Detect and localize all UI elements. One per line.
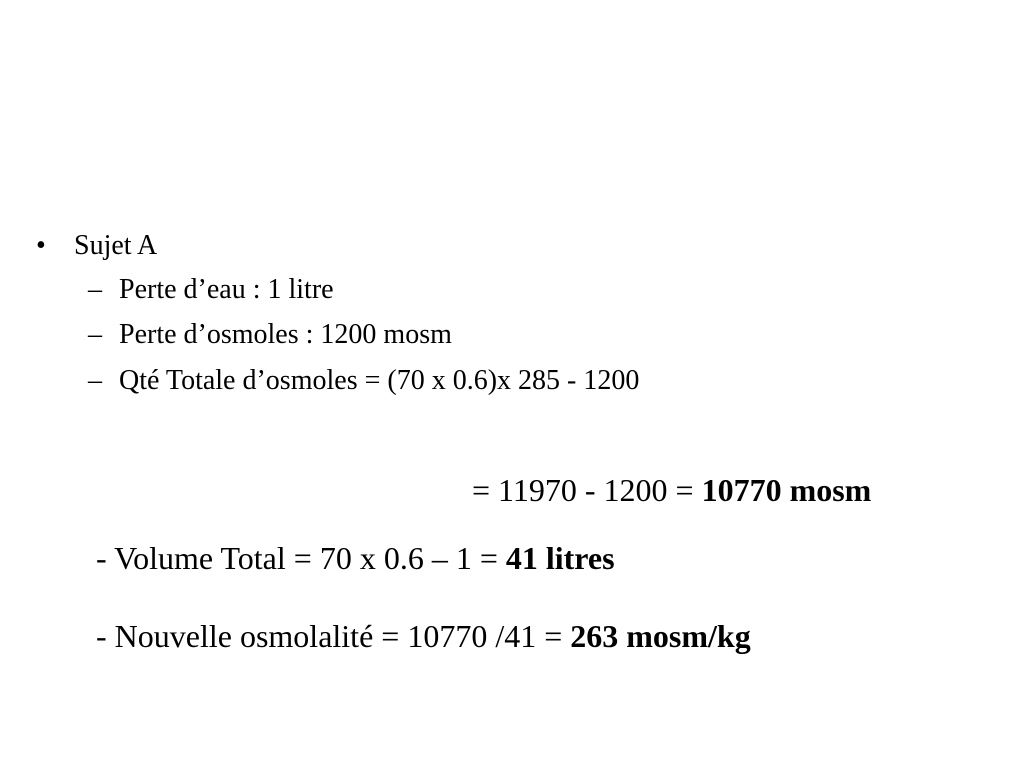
equation-result: 10770 mosm <box>701 472 872 508</box>
equation-prefix: = 11970 - 1200 = <box>472 472 702 508</box>
new-osmolality-line <box>96 620 751 652</box>
sub-bullet-text: Perte d’osmoles : 1200 mosm <box>119 319 452 350</box>
osmolality-result: 263 mosm/kg <box>570 618 751 654</box>
dash-marker: – <box>88 365 102 396</box>
volume-prefix: - Volume Total = 70 x 0.6 – 1 = <box>96 540 506 576</box>
bullet-text: Sujet A <box>74 230 158 261</box>
osmolality-prefix: - Nouvelle osmolalité = 10770 /41 = <box>96 618 571 654</box>
sub-bullet-text: Perte d’eau : 1 litre <box>119 274 334 305</box>
bullet-marker: • <box>36 230 46 261</box>
total-osmoles-result <box>472 474 871 506</box>
volume-result: 41 litres <box>505 540 615 576</box>
total-volume-line <box>96 542 615 574</box>
dash-marker: – <box>88 274 102 305</box>
dash-marker: – <box>88 319 102 350</box>
sub-bullet-text: Qté Totale d’osmoles = (70 x 0.6)x 285 - 1200 <box>119 365 640 396</box>
